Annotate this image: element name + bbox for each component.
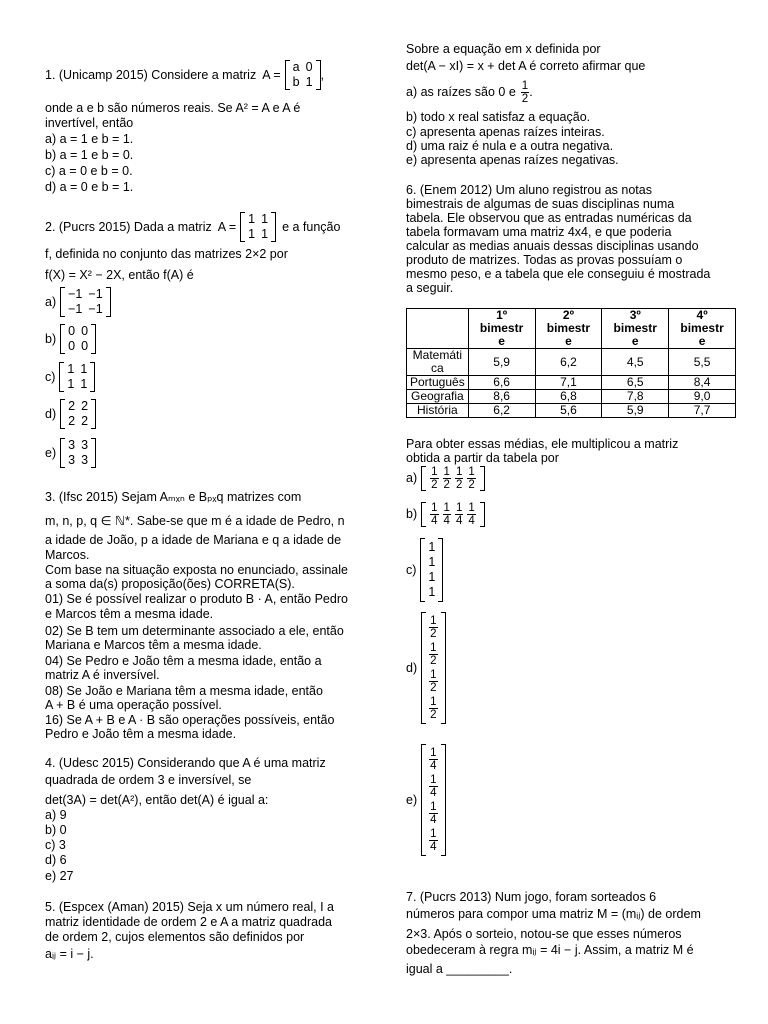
q3-line: m, n, p, q ∈ ℕ*. Sabe-se que m é a idade de Pedro, n bbox=[45, 514, 345, 528]
grade-cell: 9,0 bbox=[669, 390, 736, 404]
q1-option-a: a) a = 1 e b = 1. bbox=[45, 132, 134, 146]
q3-line: Mariana e Marcos têm a mesma idade. bbox=[45, 638, 262, 652]
q5-option: d) uma raiz é nula e a outra negativa. bbox=[406, 139, 614, 153]
q1-matrix-lhs: A = bbox=[262, 67, 281, 82]
grades-table bbox=[406, 308, 736, 418]
subject-cell: Geografia bbox=[407, 390, 469, 404]
q6-option-c: c) 1 1 1 1 bbox=[406, 538, 443, 602]
q2-line3: f(X) = X² − 2X, então f(A) é bbox=[45, 268, 194, 282]
q1-option-c: c) a = 0 e b = 0. bbox=[45, 164, 133, 178]
q1-matrix: a 0 b 1 bbox=[285, 60, 321, 90]
q5-line: de ordem 2, cujos elementos são definidos por bbox=[45, 930, 305, 944]
q2-option-c: c) 1 1 1 1 bbox=[45, 362, 95, 392]
q4-option: b) 0 bbox=[45, 823, 67, 837]
q3-line: matriz A é inversível. bbox=[45, 668, 160, 682]
q2-matrix-lhs: A = bbox=[217, 219, 237, 234]
header-cell: 3º bimestr e bbox=[602, 309, 669, 349]
q2-option-b: b) 0 0 0 0 bbox=[45, 324, 96, 354]
q3-line: 3. (Ifsc 2015) Sejam Aₘₓₙ e Bₚₓq matrizes com bbox=[45, 490, 302, 504]
q6-line: 6. (Enem 2012) Um aluno registrou as notas bbox=[406, 183, 652, 197]
q2-header bbox=[45, 212, 340, 242]
grade-cell: 6,5 bbox=[602, 376, 669, 390]
q3-line: e Marcos têm a mesma idade. bbox=[45, 607, 214, 621]
table-row bbox=[407, 390, 736, 404]
q6-after-line: obtida a partir da tabela por bbox=[406, 451, 559, 465]
q6-option-d: d) 1 2 1 2 1 2 1 2 bbox=[406, 612, 446, 724]
q1-option-b: b) a = 1 e b = 0. bbox=[45, 148, 134, 162]
grade-cell: 6,2 bbox=[468, 404, 535, 418]
q2-option-a: a) −1 −1 −1 −1 bbox=[45, 287, 111, 317]
q6-line: calcular as medias anuais dessas disciplinas usando bbox=[406, 239, 699, 253]
q4-option: e) 27 bbox=[45, 869, 74, 883]
q5-line: aᵢⱼ = i − j. bbox=[45, 947, 94, 961]
q5-option: e) apresenta apenas raízes negativas. bbox=[406, 153, 619, 167]
q7-line: 7. (Pucrs 2013) Num jogo, foram sorteados 6 bbox=[406, 890, 657, 904]
subject-cell: Matemáti ca bbox=[407, 349, 469, 376]
q7-line: igual a _________. bbox=[406, 962, 513, 976]
q1-header: 1. (Unicamp 2015) Considere a matriz A = a 0 b 1 , bbox=[45, 60, 325, 89]
grade-cell: 5,6 bbox=[535, 404, 602, 418]
table-row bbox=[407, 404, 736, 418]
q3-line: Pedro e João têm a mesma idade. bbox=[45, 727, 237, 741]
q3-line: Marcos. bbox=[45, 548, 90, 562]
q1-intro: 1. (Unicamp 2015) Considere a matriz bbox=[45, 67, 257, 82]
q6-line: tabela. Ele observou que as entradas numéricas da bbox=[406, 211, 692, 225]
q3-line: A + B é uma operação possível. bbox=[45, 698, 222, 712]
grades-header-row bbox=[407, 309, 736, 349]
header-cell: 2º bimestr e bbox=[535, 309, 602, 349]
q3-line: 16) Se A + B e A · B são operações possíveis, então bbox=[45, 713, 335, 727]
q3-line: 08) Se João e Mariana têm a mesma idade, então bbox=[45, 684, 323, 698]
grade-cell: 7,7 bbox=[669, 404, 736, 418]
q4-option: d) 6 bbox=[45, 853, 67, 867]
q2-intro: 2. (Pucrs 2015) Dada a matriz bbox=[45, 219, 212, 234]
grade-cell: 6,6 bbox=[468, 376, 535, 390]
q3-line: a idade de João, p a idade de Mariana e q a idade de bbox=[45, 533, 342, 547]
q2-after-matrix: e a função bbox=[282, 219, 341, 234]
q6-line: bimestrais de algumas de suas disciplinas numa bbox=[406, 197, 675, 211]
grade-cell: 5,9 bbox=[602, 404, 669, 418]
q7-line: 2×3. Após o sorteio, notou-se que esses números bbox=[406, 927, 682, 941]
q2-line2: f, definida no conjunto das matrizes 2×2 por bbox=[45, 247, 288, 261]
q2-option-d: d) 2 2 2 2 bbox=[45, 399, 96, 429]
grade-cell: 4,5 bbox=[602, 349, 669, 376]
q3-line: Com base na situação exposta no enunciado, assinale bbox=[45, 563, 348, 577]
q4-line: det(3A) = det(A²), então det(A) é igual a: bbox=[45, 793, 269, 807]
q6-option-b: b) 1 4 1 4 1 4 1 4 bbox=[406, 502, 485, 527]
q2-option-e: e) 3 3 3 3 bbox=[45, 438, 96, 468]
q4-line: quadrada de ordem 3 e inversível, se bbox=[45, 773, 252, 787]
header-cell: 4º bimestr e bbox=[669, 309, 736, 349]
q2-matrix: 1 1 1 1 bbox=[240, 212, 276, 242]
q5-cont-line: det(A − xI) = x + det A é correto afirmar que bbox=[406, 59, 646, 73]
q4-line: 4. (Udesc 2015) Considerando que A é uma matriz bbox=[45, 756, 326, 770]
q6-line: a seguir. bbox=[406, 281, 454, 295]
q1-line3: invertível, então bbox=[45, 116, 134, 130]
q3-line: 04) Se Pedro e João têm a mesma idade, então a bbox=[45, 654, 322, 668]
q5-cont-line: Sobre a equação em x definida por bbox=[406, 42, 601, 56]
q6-option-a: a) 1 2 1 2 1 2 1 2 bbox=[406, 466, 485, 491]
q5-line: 5. (Espcex (Aman) 2015) Seja x um número real, I a bbox=[45, 900, 335, 914]
grade-cell: 8,4 bbox=[669, 376, 736, 390]
q3-line: 02) Se B tem um determinante associado a ele, então bbox=[45, 624, 344, 638]
table-row bbox=[407, 349, 736, 376]
grade-cell: 6,2 bbox=[535, 349, 602, 376]
q5-option: b) todo x real satisfaz a equação. bbox=[406, 110, 591, 124]
q6-line: mesmo peso, e a tabela que ele conseguiu é mostrada bbox=[406, 267, 711, 281]
q6-line: tabela formavam uma matriz 4x4, e que poderia bbox=[406, 225, 672, 239]
q6-option-e: e) 1 4 1 4 1 4 1 4 bbox=[406, 744, 446, 856]
header-cell: 1º bimestr e bbox=[468, 309, 535, 349]
grade-cell: 5,5 bbox=[669, 349, 736, 376]
subject-cell: História bbox=[407, 404, 469, 418]
grade-cell: 8,6 bbox=[468, 390, 535, 404]
table-row bbox=[407, 376, 736, 390]
q7-line: obedeceram à regra mᵢⱼ = 4i − j. Assim, a matriz M é bbox=[406, 943, 694, 957]
q5-option-a-text: a) as raízes são 0 e bbox=[406, 85, 516, 99]
subject-cell: Português bbox=[407, 376, 469, 390]
q3-line: 01) Se é possível realizar o produto B · A, então Pedro bbox=[45, 592, 348, 606]
q6-after-line: Para obter essas médias, ele multiplicou a matriz bbox=[406, 437, 679, 451]
q4-option: c) 3 bbox=[45, 838, 66, 852]
q4-option: a) 9 bbox=[45, 808, 67, 822]
q1-line2: onde a e b são números reais. Se A² = A e A é bbox=[45, 101, 301, 115]
grade-cell: 7,1 bbox=[535, 376, 602, 390]
q1-option-d: d) a = 0 e b = 1. bbox=[45, 180, 134, 194]
grade-cell: 6,8 bbox=[535, 390, 602, 404]
q5-option-a-fraction: 1 2 bbox=[521, 80, 529, 105]
q3-line: a soma da(s) proposição(ões) CORRETA(S). bbox=[45, 577, 295, 591]
q7-line: números para compor uma matriz M = (mᵢⱼ) de ordem bbox=[406, 907, 701, 921]
q6-line: produto de matrizes. Todas as provas possuíam o bbox=[406, 253, 683, 267]
q5-option-a: a) as raízes são 0 e 1 2 . bbox=[406, 80, 533, 105]
grade-cell: 5,9 bbox=[468, 349, 535, 376]
q5-line: matriz identidade de ordem 2 e A a matriz quadrada bbox=[45, 915, 332, 929]
q5-option: c) apresenta apenas raízes inteiras. bbox=[406, 125, 605, 139]
grade-cell: 7,8 bbox=[602, 390, 669, 404]
